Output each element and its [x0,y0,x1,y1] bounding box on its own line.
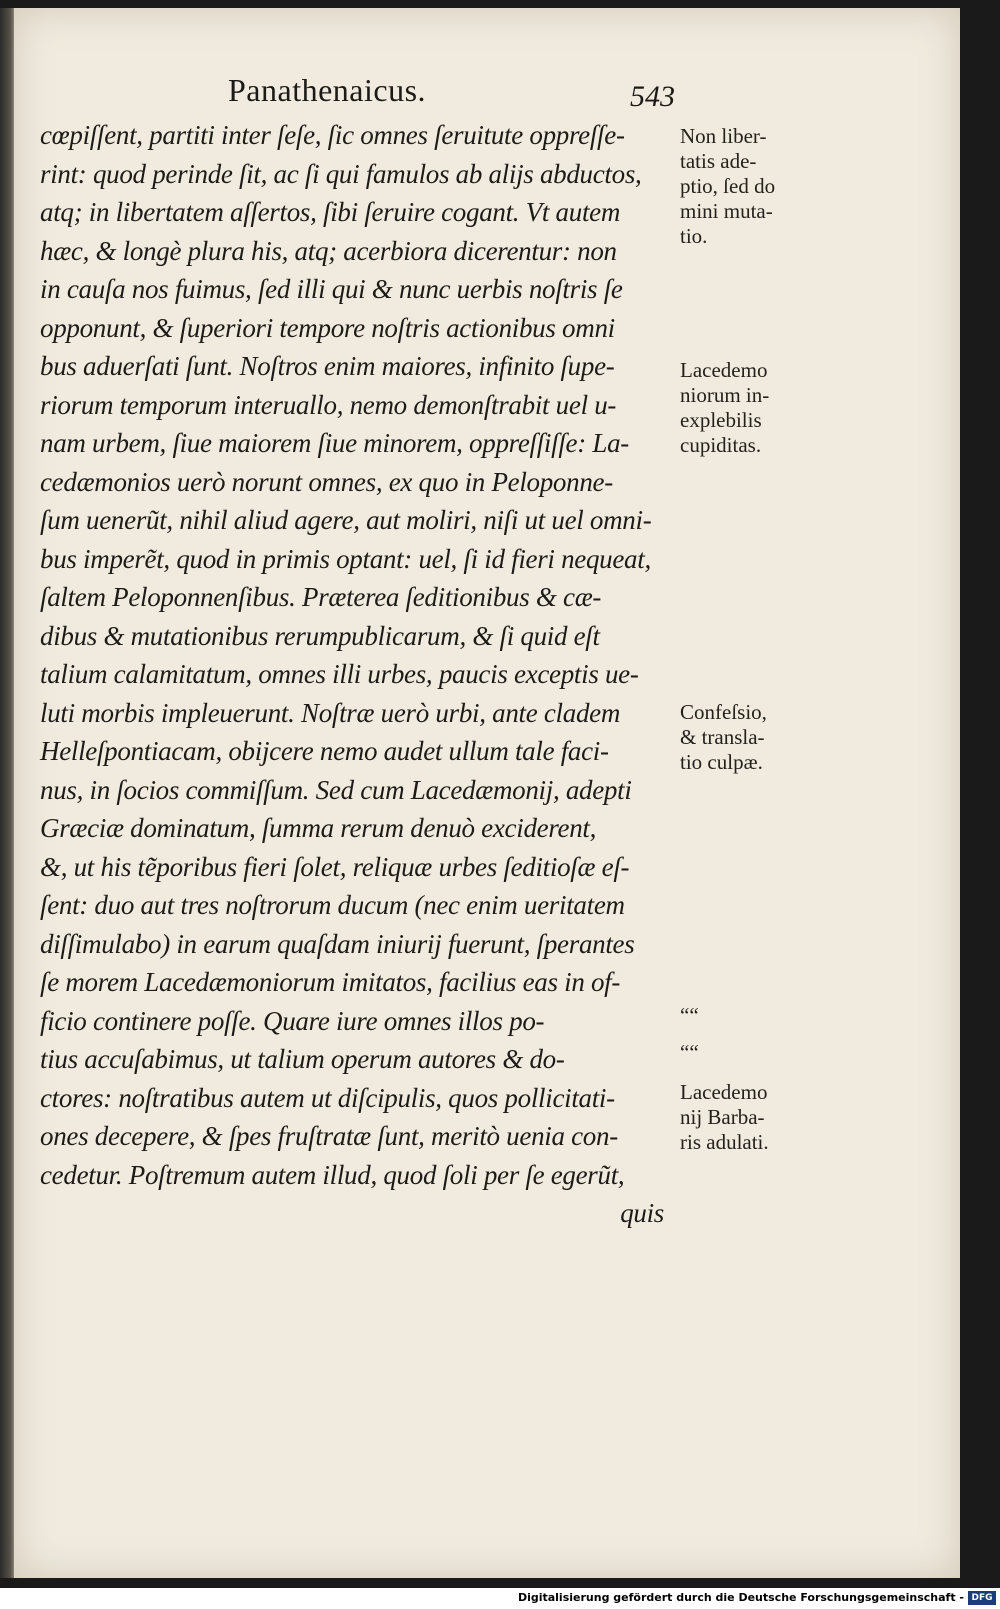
text-line: rint: quod perinde ſit, ac ſi qui famulos ab alijs abductos, [40,158,642,189]
marginal-note-line: ““ [680,1040,699,1064]
text-line: &, ut his tẽporibus fieri ſolet, reliquæ urbes ſeditioſæ eſ- [40,851,630,882]
marginal-note-line: mini muta- [680,199,773,223]
marginal-note-line: ““ [680,1003,699,1027]
text-line: ſum uenerũt, nihil aliud agere, aut moliri, niſi ut uel omni- [40,505,652,535]
text-line: in cauſa nos fuimus, ſed illi qui & nunc uerbis noſtris ſe [40,274,623,304]
text-line: Græciæ dominatum, ſumma rerum denuò exciderent, [40,813,597,843]
text-line: luti morbis impleuerunt. Noſtræ uerò urbi, ante cladem [40,697,621,728]
body-text [40,116,670,1233]
dfg-logo: DFG [968,1591,996,1605]
text-line: diſſimulabo) in earum quaſdam iniurij fuerunt, ſperantes [40,928,635,959]
text-line: ſe morem Lacedæmoniorum imitatos, facilius eas in of- [40,967,621,997]
text-line: cedetur. Poſtremum autem illud, quod ſoli per ſe egerũt, [40,1159,625,1190]
page-number: 543 [630,80,675,113]
marginal-note-line: nij Barba- [680,1105,765,1129]
text-line: cedæmonios uerò norunt omnes, ex quo in Peloponne- [40,466,613,497]
marginal-note-line: niorum in- [680,383,770,407]
marginal-note [680,124,810,249]
text-line: dibus & mutationibus rerumpublicarum, & ſi quid eſt [40,620,600,651]
marginal-note-line: & transla- [680,725,765,749]
marginal-note [680,358,810,458]
marginal-note-line: tatis ade- [680,149,757,173]
text-line: bus aduerſati ſunt. Noſtros enim maiores, infinito ſupe- [40,351,615,381]
text-line: bus imperẽt, quod in primis optant: uel, ſi id fieri nequeat, [40,543,651,574]
text-line: riorum temporum interuallo, nemo demonſtrabit uel u- [40,389,617,420]
text-line: ficio continere poſſe. Quare iure omnes illos po- [40,1005,545,1036]
text-line: cœpiſſent, partiti inter ſeſe, ſic omnes ſeruitute oppreſſe- [40,120,625,150]
marginal-note [680,1003,810,1028]
text-line: ſent: duo aut tres noſtrorum ducum (nec enim ueritatem [40,890,625,920]
marginal-note [680,1040,810,1065]
marginal-note-line: tio culpæ. [680,750,763,774]
text-line: atq; in libertatem aſſertos, ſibi ſeruire cogant. Vt autem [40,197,621,227]
marginal-note-line: cupiditas. [680,433,762,457]
text-line: opponunt, & ſuperiori tempore noſtris actionibus omni [40,312,615,343]
text-line: nus, in ſocios commiſſum. Sed cum Lacedæmonij, adepti [40,774,632,805]
marginal-note-line: explebilis [680,408,762,432]
marginal-note-line: Confeſsio, [680,700,767,724]
marginal-note [680,700,810,775]
text-line: nam urbem, ſiue maiorem ſiue minorem, oppreſſiſſe: La- [40,428,629,458]
marginal-note [680,1080,810,1155]
marginal-note-line: Non liber- [680,124,767,148]
marginal-note-line: ris adulati. [680,1130,769,1154]
marginal-note-line: ptio, ſed do [680,174,776,198]
text-line: hæc, & longè plura his, atq; acerbiora dicerentur: non [40,235,617,266]
running-head: Panathenaicus. [228,72,427,108]
marginal-note-line: Lacedemo [680,1080,768,1104]
text-line: ones decepere, & ſpes fruſtratæ ſunt, meritò uenia con- [40,1121,618,1151]
marginal-note-line: Lacedemo [680,358,768,382]
text-line: ctores: noſtratibus autem ut diſcipulis, quos pollicitati- [40,1082,615,1113]
text-line: talium calamitatum, omnes illi urbes, paucis exceptis ue- [40,659,639,689]
text-line: tius accuſabimus, ut talium operum autores & do- [40,1044,565,1074]
marginal-note-line: tio. [680,224,708,248]
text-line: ſaltem Peloponnenſibus. Præterea ſeditionibus & cæ- [40,582,602,612]
catchword: quis [620,1198,664,1228]
text-line: Helleſpontiacam, obijcere nemo audet ullum tale faci- [40,736,609,766]
footer-credit: Digitalisierung gefördert durch die Deutsche Forschungsgemeinschaft - [517,1591,964,1604]
